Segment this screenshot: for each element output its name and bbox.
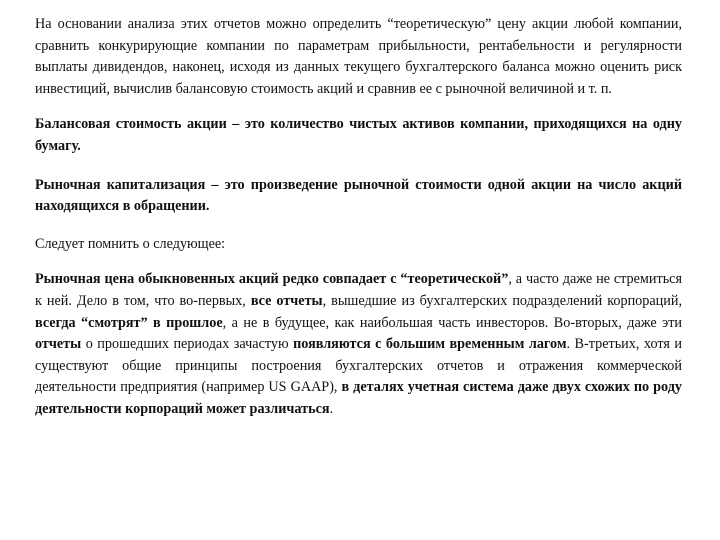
paragraph-intro: На основании анализа этих отчетов можно определить “теоретическую” цену акции любой компании, сравнить конкурирующие компании по параметрам прибыльности, рентабельности и регулярности выплаты дивидендов, наконец, исходя из данных текущего бухгалтерского баланса можно оценить риск инвестиций, вычислив балансовую стоимость акций и сравнив ее с рыночной величиной и т. п. [35, 16, 682, 97]
paragraph-market-cap-definition: Рыночная капитализация – это произведение рыночной стоимости одной акции на число акций находящихся в обращении. [35, 176, 682, 215]
bold-text: появляются с большим временным лагом [293, 336, 567, 353]
bold-text: всегда “смотрят” в прошлое [35, 314, 223, 331]
paragraph-note-lead: Следует помнить о следующее: [35, 235, 226, 252]
text: . В-третьих, хотя и существуют общие принципы построения бухгалтерских отчетов и отражения коммерческой деятельности предприятия (например US GAAP), [35, 336, 682, 396]
bold-text: отчеты [35, 336, 82, 353]
bold-text: все отчеты [250, 292, 323, 309]
text: о прошедших периодах зачастую [81, 336, 294, 353]
text: , вышедшие из бухгалтерских подразделений корпораций, [322, 292, 682, 309]
paragraph-market-price-note [35, 269, 682, 420]
paragraph-book-value-definition: Балансовая стоимость акции – это количество чистых активов компании, приходящихся на одну бумагу. [35, 116, 682, 154]
bold-text: в деталях учетная система даже двух схожих по роду деятельности корпораций может различаться [35, 379, 683, 417]
bold-text: Рыночная цена обыкновенных акций редко совпадает с “теоретической” [35, 271, 509, 288]
text: , а часто даже не стремиться к ней. Дело в том, что во-первых, [35, 271, 682, 309]
text: . [329, 400, 334, 417]
text: , а не в будущее, как наибольшая часть инвесторов. Во-вторых, даже эти [222, 314, 682, 331]
